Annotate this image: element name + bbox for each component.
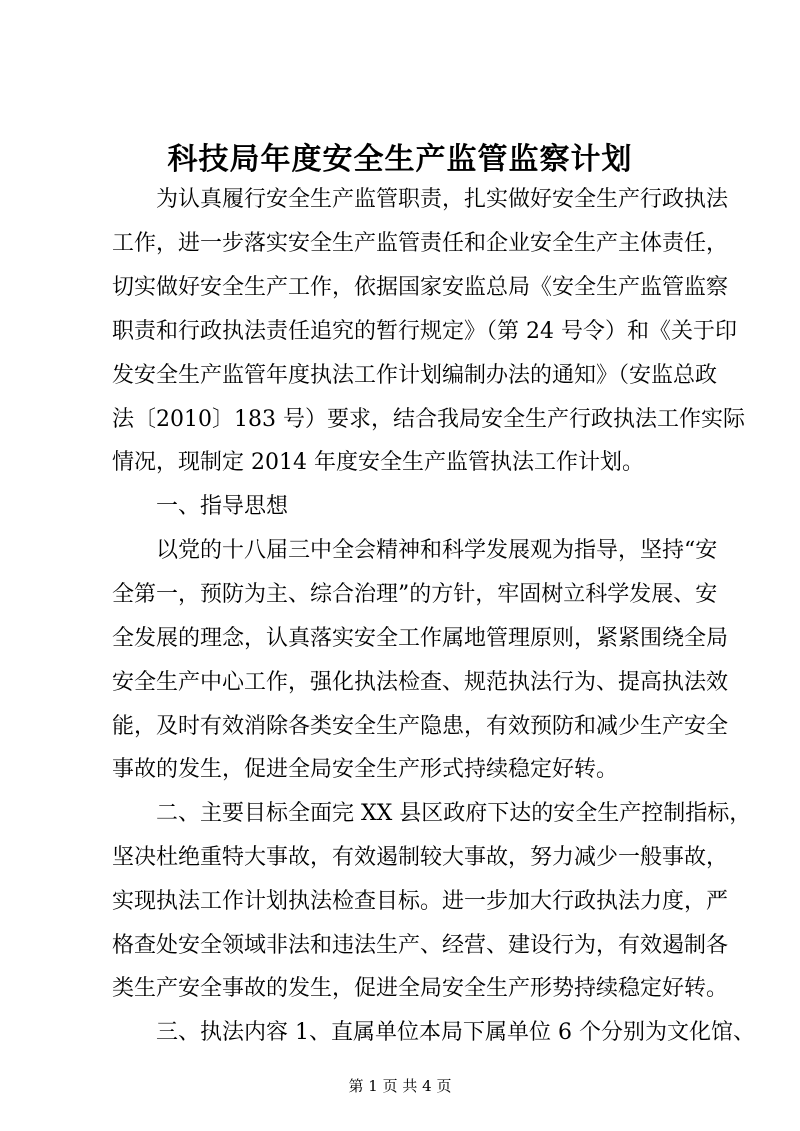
paragraph-line: 切实做好安全生产工作，依据国家安监总局《安全生产监管监察 xyxy=(112,275,729,300)
paragraph-line: 发安全生产监管年度执法工作计划编制办法的通知》（安监总政 xyxy=(112,363,718,388)
page-number-footer: 第 1 页 共 4 页 xyxy=(348,1077,452,1095)
paragraph-line: 为认真履行安全生产监管职责，扎实做好安全生产行政执法 xyxy=(156,187,729,212)
paragraph-line: 全第一，预防为主、综合治理”的方针，牢固树立科学发展、安 xyxy=(112,582,718,607)
paragraph-line: 以党的十八届三中全会精神和科学发展观为指导，坚持“安 xyxy=(156,538,718,563)
paragraph-line: 坚决杜绝重特大事故，有效遏制较大事故，努力减少一般事故， xyxy=(112,845,729,870)
paragraph-line: 事故的发生，促进全局安全生产形式持续稳定好转。 xyxy=(112,757,619,782)
paragraph-line: 法〔2010〕183 号）要求，结合我局安全生产行政执法工作实际 xyxy=(112,407,745,432)
paragraph-line: 职责和行政执法责任追究的暂行规定》（第 24 号令）和《关于印 xyxy=(112,319,737,344)
paragraph-line: 能，及时有效消除各类安全生产隐患，有效预防和减少生产安全 xyxy=(112,714,729,739)
paragraph-line: 实现执法工作计划执法检查目标。进一步加大行政执法力度，严 xyxy=(112,889,729,914)
paragraph-line: 工作，进一步落实安全生产监管责任和企业安全生产主体责任， xyxy=(112,231,729,256)
paragraph-line: 三、执法内容 1、直属单位本局下属单位 6 个分别为文化馆、 xyxy=(156,1020,755,1045)
paragraph-line: 情况，现制定 2014 年度安全生产监管执法工作计划。 xyxy=(112,450,644,475)
paragraph-line: 全发展的理念，认真落实安全工作属地管理原则，紧紧围绕全局 xyxy=(112,626,729,651)
paragraph-line: 二、主要目标全面完 XX 县区政府下达的安全生产控制指标， xyxy=(156,801,752,826)
document-title: 科技局年度安全生产监管监察计划 xyxy=(167,142,633,177)
paragraph-line: 格查处安全领域非法和违法生产、经营、建设行为，有效遏制各 xyxy=(112,933,729,958)
paragraph-line: 安全生产中心工作，强化执法检查、规范执法行为、提高执法效 xyxy=(112,670,729,695)
paragraph-line: 类生产安全事故的发生，促进全局安全生产形势持续稳定好转。 xyxy=(112,976,729,1001)
section-heading: 一、指导思想 xyxy=(156,494,289,519)
